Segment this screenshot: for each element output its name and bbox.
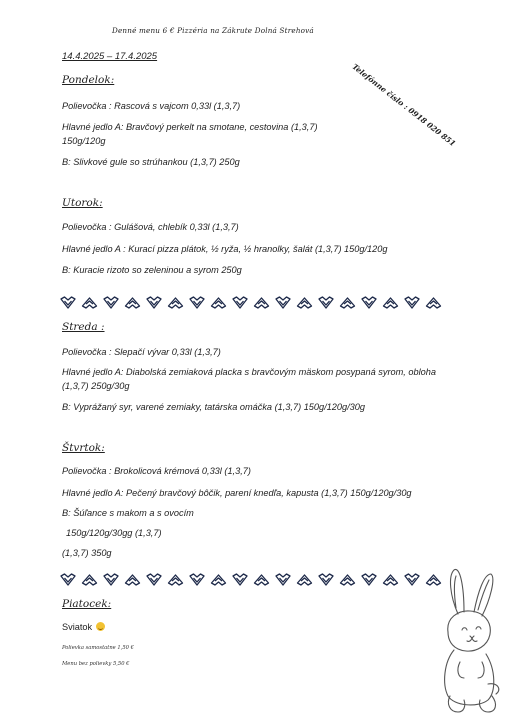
phone-number: Telefónne číslo : 0918 020 851 <box>350 62 458 149</box>
heart-chevron-icon <box>255 298 269 308</box>
heart-chevron-icon <box>212 298 226 308</box>
heart-chevron-icon <box>319 574 333 585</box>
smiling-face-emoji-icon <box>96 622 105 631</box>
day-heading-wednesday: Streda : <box>62 321 105 333</box>
heart-chevron-icon <box>190 297 204 308</box>
thursday-main-b-weight: 150g/120g/30gg (1,3,7) <box>66 528 162 538</box>
wednesday-main-a: Hlavné jedlo A: Diabolská zemiaková placka s bravčovým mäskom posypaná syrom, obloha <box>62 367 436 377</box>
menu-dates: 14.4.2025 – 17.4.2025 <box>62 51 158 62</box>
tuesday-main-a: Hlavné jedlo A : Kurací pizza plátok, ½ ryža, ½ hranolky, šalát (1,3,7) 150g/120g <box>62 244 388 254</box>
heart-chevron-icon <box>147 574 161 585</box>
heart-chevron-icon <box>104 297 118 308</box>
thursday-main-a: Hlavné jedlo A: Pečený bravčový bôčik, parení knedľa, kapusta (1,3,7) 150g/120g/30g <box>62 488 412 498</box>
heart-chevron-icon <box>61 297 75 308</box>
heart-chevron-icon <box>83 575 97 585</box>
heart-chevron-icon <box>169 298 183 308</box>
heart-chevron-icon <box>169 575 183 585</box>
tuesday-soup: Polievočka : Gulášová, chlebík 0,33l (1,3,7) <box>62 222 239 232</box>
wednesday-soup: Polievočka : Slepačí vývar 0,33l (1,3,7) <box>62 347 221 357</box>
heart-chevron-icon <box>341 575 355 585</box>
thursday-main-b-portion: (1,3,7) 350g <box>62 548 112 558</box>
heart-chevron-icon <box>147 297 161 308</box>
holiday-note <box>62 622 105 632</box>
heart-chevron-icon <box>126 298 140 308</box>
heart-chevron-icon <box>298 298 312 308</box>
heart-chevron-icon <box>298 575 312 585</box>
heart-chevron-icon <box>276 574 290 585</box>
day-heading-friday: Piatocek: <box>62 598 112 610</box>
heart-chevron-divider-icon <box>60 296 450 310</box>
day-heading-tuesday: Utorok: <box>62 197 103 209</box>
bunny-illustration-icon <box>428 566 508 718</box>
day-heading-monday: Pondelok: <box>62 74 115 86</box>
wednesday-main-b: B: Vyprážaný syr, varené zemiaky, tatárska omáčka (1,3,7) 150g/120g/30g <box>62 402 366 412</box>
heart-chevron-icon <box>104 574 118 585</box>
monday-main-b: B: Slivkové gule so strúhankou (1,3,7) 250g <box>62 157 240 167</box>
wednesday-main-a-weight: (1,3,7) 250g/30g <box>62 381 130 391</box>
thursday-soup: Polievočka : Brokolicová krémová 0,33l (1,3,7) <box>62 466 251 476</box>
monday-main-a: Hlavné jedlo A: Bravčový perkelt na smotane, cestovina (1,3,7) <box>62 122 318 132</box>
price-soup-only: Polievka samostatne 1,50 € <box>62 645 134 651</box>
heart-chevron-icon <box>427 298 441 308</box>
heart-chevron-icon <box>362 297 376 308</box>
heart-chevron-icon <box>233 297 247 308</box>
thursday-main-b: B: Šúľance s makom a s ovocím <box>62 508 194 518</box>
heart-chevron-icon <box>212 575 226 585</box>
heart-chevron-icon <box>190 574 204 585</box>
heart-chevron-icon <box>61 574 75 585</box>
heart-chevron-icon <box>233 574 247 585</box>
heart-chevron-icon <box>83 298 97 308</box>
heart-chevron-icon <box>126 575 140 585</box>
heart-chevron-icon <box>276 297 290 308</box>
monday-main-a-weight: 150g/120g <box>62 136 106 146</box>
holiday-label: Sviatok <box>62 622 93 632</box>
monday-soup: Polievočka : Rascová s vajcom 0,33l (1,3,7) <box>62 101 241 111</box>
heart-chevron-icon <box>405 297 419 308</box>
heart-chevron-icon <box>255 575 269 585</box>
heart-chevron-icon <box>405 574 419 585</box>
heart-chevron-icon <box>384 575 398 585</box>
heart-chevron-icon <box>319 297 333 308</box>
day-heading-thursday: Štvrtok: <box>62 442 105 454</box>
heart-chevron-icon <box>362 574 376 585</box>
tuesday-main-b: B: Kuracie rizoto so zeleninou a syrom 250g <box>62 265 242 275</box>
heart-chevron-divider-icon <box>60 573 450 587</box>
price-menu-without-soup: Menu bez polievky 5,50 € <box>62 661 130 667</box>
heart-chevron-icon <box>341 298 355 308</box>
menu-title: Denné menu 6 € Pizzéria na Zákrute Dolná Strehová <box>112 26 314 35</box>
heart-chevron-icon <box>384 298 398 308</box>
